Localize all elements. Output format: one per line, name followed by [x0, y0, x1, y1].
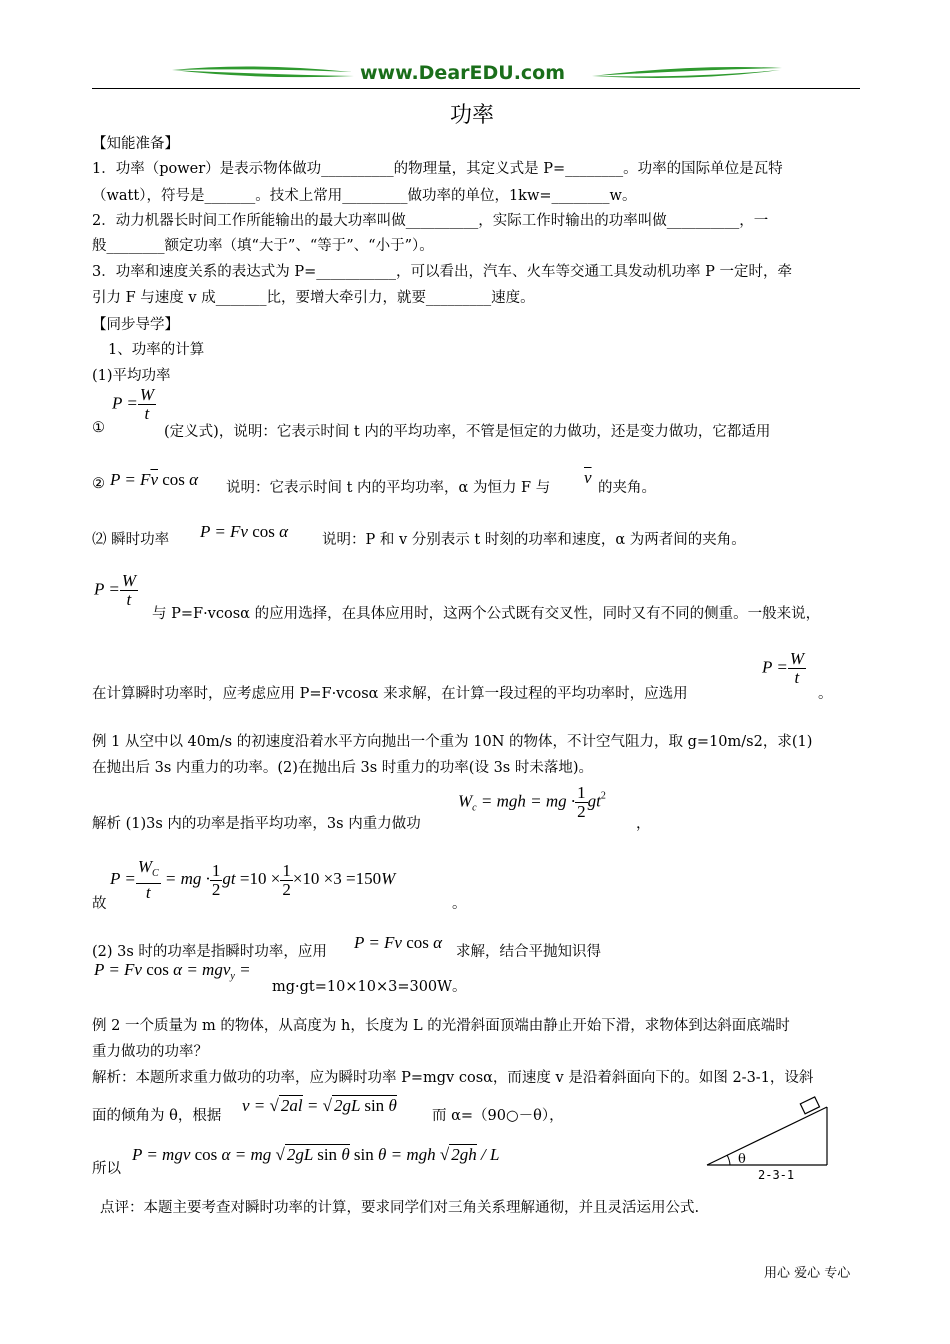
compare-line-1: 与 P=F·vcosα 的应用选择，在具体应用时，这两个公式既有交叉性，同时又有不同的侧重。一般来说，: [152, 606, 821, 622]
formula-final-power: P = mgv cos α = mg √ 2gL sin θ sin θ = mgh √ 2gh / L: [132, 1145, 500, 1164]
angle-theta-label: θ: [738, 1152, 746, 1167]
compare-line-2: 在计算瞬时功率时，应考虑应用 P=F·vcosα 来求解，在计算一段过程的平均功率时，应选用: [92, 686, 688, 702]
solution-3-line-1: 解析：本题所求重力做功的功率，应为瞬时功率 P=mgv cosα，而速度 v 是沿着斜面向下的。如图 2-3-1，设斜: [92, 1070, 814, 1086]
example-2-line-2: 重力做功的功率？: [92, 1044, 208, 1060]
formula-gravity-work: $W_c$ = mgh = mg · $\frac{1}{2}$ $gt^2$: [458, 783, 606, 821]
example-1-line-1: 例 1 从空中以 40m/s 的初速度沿着水平方向抛出一个重为 10N 的物体，不计空气阻力，取 g=10m/s2，求(1): [92, 734, 813, 750]
formula-velocity: v = √ 2al = √ 2gL sin θ: [242, 1096, 397, 1115]
comment: 点评：本题主要考查对瞬时功率的计算，要求同学们对三角关系理解通彻，并且灵活运用公式.: [100, 1200, 700, 1216]
solution-1-therefore: 故: [92, 896, 107, 912]
item-2-mark: ②: [92, 476, 105, 492]
compare-end: 。: [818, 686, 833, 702]
figure-label: 2-3-1: [758, 1168, 795, 1182]
formula-average-power-result: P = $\frac{W_C}{t}$ = mg · $\frac{1}{2}$ gt =10 × $\frac{1}{2}$ ×10 ×3 =150W: [110, 857, 396, 902]
question-3-line-2: 引力 F 与速度 v 成_______比，要增大牵引力，就要_________速度。: [92, 290, 535, 306]
solution-3-therefore: 所以: [92, 1161, 121, 1177]
question-1-line-2: （watt），符号是_______。技术上常用_________做功率的单位，1kw=________w。: [92, 188, 637, 204]
header-rule: [92, 88, 860, 89]
formula-instant-power: P = Fv cos α: [354, 933, 443, 952]
example-2-line-1: 例 2 一个质量为 m 的物体，从高度为 h，长度为 L 的光滑斜面顶端由静止开始下滑，求物体到达斜面底端时: [92, 1018, 790, 1034]
solution-3-line-2: 面的倾角为 θ，根据: [92, 1108, 222, 1124]
example-1-line-2: 在抛出后 3s 内重力的功率。(2)在抛出后 3s 时重力的功率(设 3s 时未落地)。: [92, 760, 594, 776]
subsection-heading: 1、功率的计算: [108, 342, 205, 358]
solution-2-line-2-end: mg·gt=10×10×3=300W。: [272, 979, 467, 995]
solution-3-line-2-end: 而 α=（90○－θ），: [432, 1108, 564, 1124]
section-heading: 【同步导学】: [92, 317, 179, 333]
item-1-text: (定义式)，说明：它表示时间 t 内的平均功率，不管是恒定的力做功，还是变力做功，它都适用: [164, 424, 771, 440]
page-title: 功率: [450, 103, 495, 128]
instant-power-label: ⑵ 瞬时功率: [92, 532, 170, 548]
section-heading: 【知能准备】: [92, 136, 179, 152]
average-power-heading: (1)平均功率: [92, 368, 171, 384]
solution-2-line-1: (2) 3s 时的功率是指瞬时功率，应用: [92, 944, 327, 960]
site-logo-text: www.DearEDU.com: [360, 62, 566, 84]
page-footer: 用心 爱心 专心: [764, 1266, 851, 1281]
solution-2-line-1-end: 求解，结合平抛知识得: [456, 944, 601, 960]
question-3-line-1: 3．功率和速度关系的表达式为 P=___________，可以看出，汽车、火车等交通工具发动机功率 P 一定时，牵: [92, 264, 792, 280]
formula-average-power-velocity: $P = F\overline{v}$ cos α: [110, 470, 199, 489]
item-2-text: 说明：它表示时间 t 内的平均功率，α 为恒力 F 与: [226, 480, 551, 496]
formula-instant-gravity-power: P = Fv cos α = mgv$_y$ =: [94, 960, 251, 982]
solution-1-line-1-end: ，: [636, 816, 651, 832]
velocity-bar-symbol: $\overline{v}$: [584, 468, 592, 487]
formula-instant-power: P = Fv cos α: [200, 522, 289, 541]
question-2-line-1: 2．动力机器长时间工作所能输出的最大功率叫做__________，实际工作时输出的功率叫做__________，一: [92, 213, 769, 229]
question-1-line-1: 1．功率（power）是表示物体做功__________的物理量，其定义式是 P=________。功率的国际单位是瓦特: [92, 161, 783, 177]
solution-1-line-1: 解析 (1)3s 内的功率是指平均功率，3s 内重力做功: [92, 816, 421, 832]
formula-average-power: P = $\frac{W}{t}$: [762, 649, 804, 687]
solution-1-end: 。: [452, 896, 467, 912]
formula-average-power: P = $\frac{W}{t}$: [94, 571, 136, 609]
item-2-tail: 的夹角。: [598, 480, 656, 496]
header-logo: [92, 58, 860, 88]
instant-power-text: 说明：P 和 v 分别表示 t 时刻的功率和速度，α 为两者间的夹角。: [322, 532, 746, 548]
item-1-mark: ①: [92, 420, 105, 436]
formula-average-power: P = $\frac{W}{t}$: [112, 385, 154, 423]
question-2-line-2: 般________额定功率（填“大于”、“等于”、“小于”）。: [92, 238, 434, 254]
